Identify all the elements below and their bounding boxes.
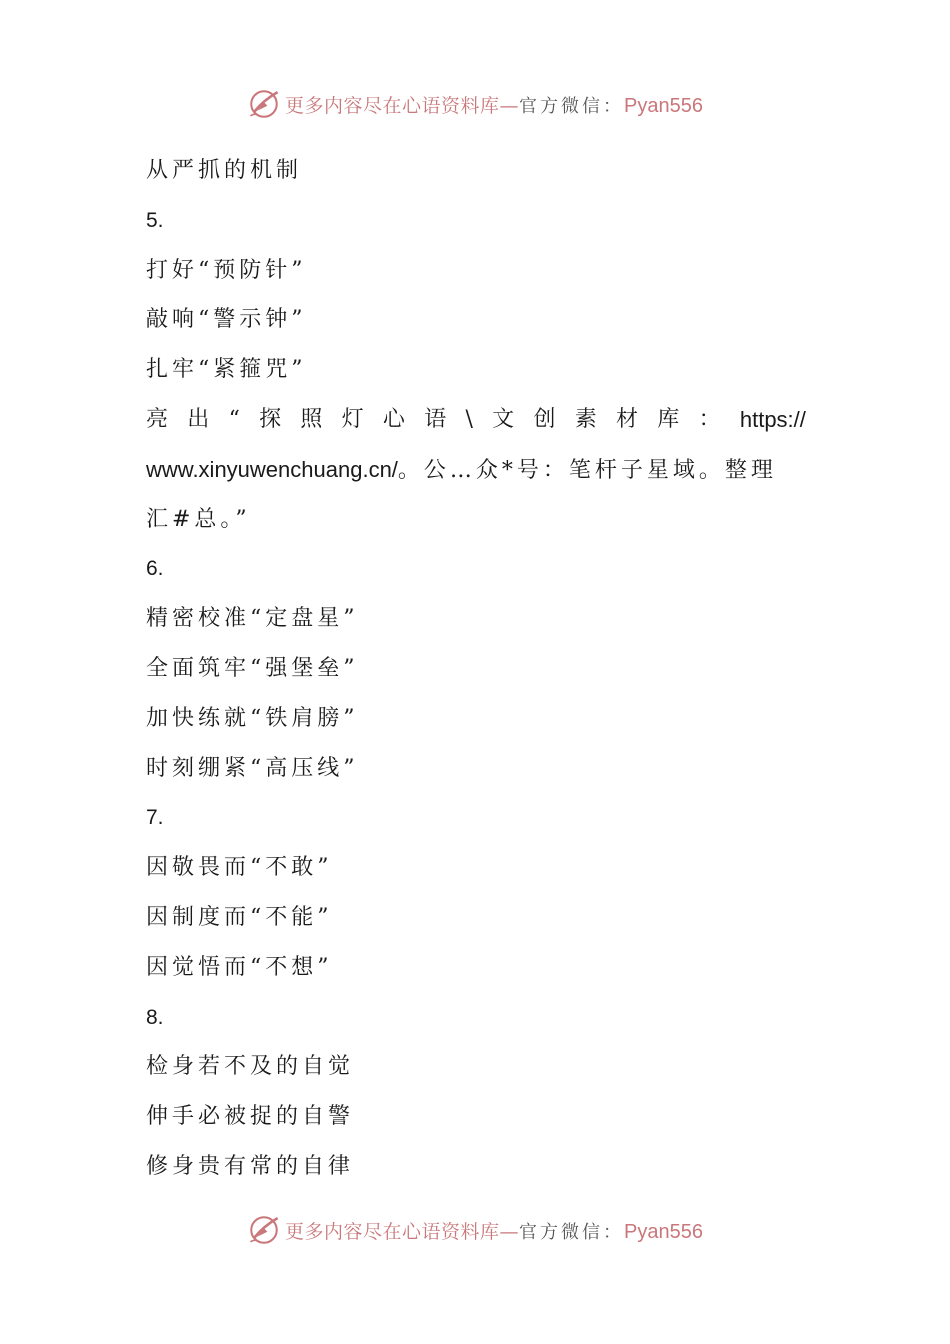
text-line: 从严抓的机制 (146, 158, 303, 183)
text-line: 敲响“警示钟” (146, 307, 307, 333)
text-line: 精密校准“定盘星” (146, 606, 359, 632)
paragraph-char: \ (465, 406, 477, 432)
text-line: 检身若不及的自觉 (146, 1054, 355, 1080)
pen-logo-icon (247, 87, 281, 121)
banner-label: 官方微信： (519, 95, 625, 117)
text-line: 全面筑牢“强堡垒” (146, 655, 359, 681)
text-line: 因觉悟而“不想” (146, 954, 333, 980)
section-number: 7. (146, 806, 164, 830)
banner-site-text: 更多内容尽在心语资料库 (285, 94, 500, 117)
paragraph-char: 材 (616, 406, 643, 432)
banner-separator: — (499, 94, 520, 117)
banner-text (285, 91, 703, 118)
section-number: 5. (146, 208, 164, 232)
paragraph-line-1 (146, 395, 806, 445)
paragraph-char: 心 (382, 406, 409, 432)
banner-label: 官方微信： (519, 1221, 625, 1243)
banner-separator: — (499, 1220, 520, 1243)
text-line: 修身贵有常的自律 (146, 1153, 355, 1179)
text-line: 打好“预防针” (146, 257, 307, 283)
banner-text (285, 1217, 703, 1244)
line-group-b (146, 544, 806, 1191)
pen-logo-icon (247, 1213, 281, 1247)
url-text: www.xinyuwenchuang.cn/ (146, 456, 398, 482)
paragraph-char: https:// (739, 406, 806, 432)
paragraph-char: 出 (187, 406, 214, 432)
paragraph-char: 探 (259, 406, 286, 432)
paragraph-char: ： (698, 406, 725, 432)
text-line: 因制度而“不能” (146, 904, 333, 930)
document-body (146, 146, 806, 1192)
paragraph-line-2 (146, 445, 806, 495)
section-number: 8. (146, 1005, 164, 1029)
paragraph-char: 素 (574, 406, 601, 432)
paragraph-char: “ (228, 406, 244, 432)
paragraph-char: 创 (533, 406, 560, 432)
footer-banner (0, 1208, 950, 1252)
paragraph-char: 文 (492, 406, 519, 432)
text-line: 因敬畏而“不敢” (146, 855, 333, 881)
line-group-a (146, 146, 806, 395)
paragraph-char: 语 (424, 406, 451, 432)
banner-site-text: 更多内容尽在心语资料库 (285, 1220, 500, 1243)
paragraph-line-2-rest: 。公…众*号：笔杆子星域。整理 (397, 457, 777, 483)
paragraph-char: 亮 (146, 406, 173, 432)
paragraph-char: 库 (657, 406, 684, 432)
text-line: 时刻绷紧“高压线” (146, 755, 359, 781)
paragraph-char: 灯 (341, 406, 368, 432)
section-number: 6. (146, 557, 164, 581)
paragraph-line-3: 汇#总。” (146, 506, 251, 532)
paragraph-char: 照 (300, 406, 327, 432)
banner-handle: Pyan556 (624, 1220, 703, 1243)
paragraph (146, 395, 806, 544)
text-line: 加快练就“铁肩膀” (146, 705, 359, 731)
text-line: 扎牢“紧箍咒” (146, 357, 307, 383)
text-line: 伸手必被捉的自警 (146, 1104, 355, 1130)
banner-handle: Pyan556 (624, 94, 703, 117)
header-banner (0, 82, 950, 126)
